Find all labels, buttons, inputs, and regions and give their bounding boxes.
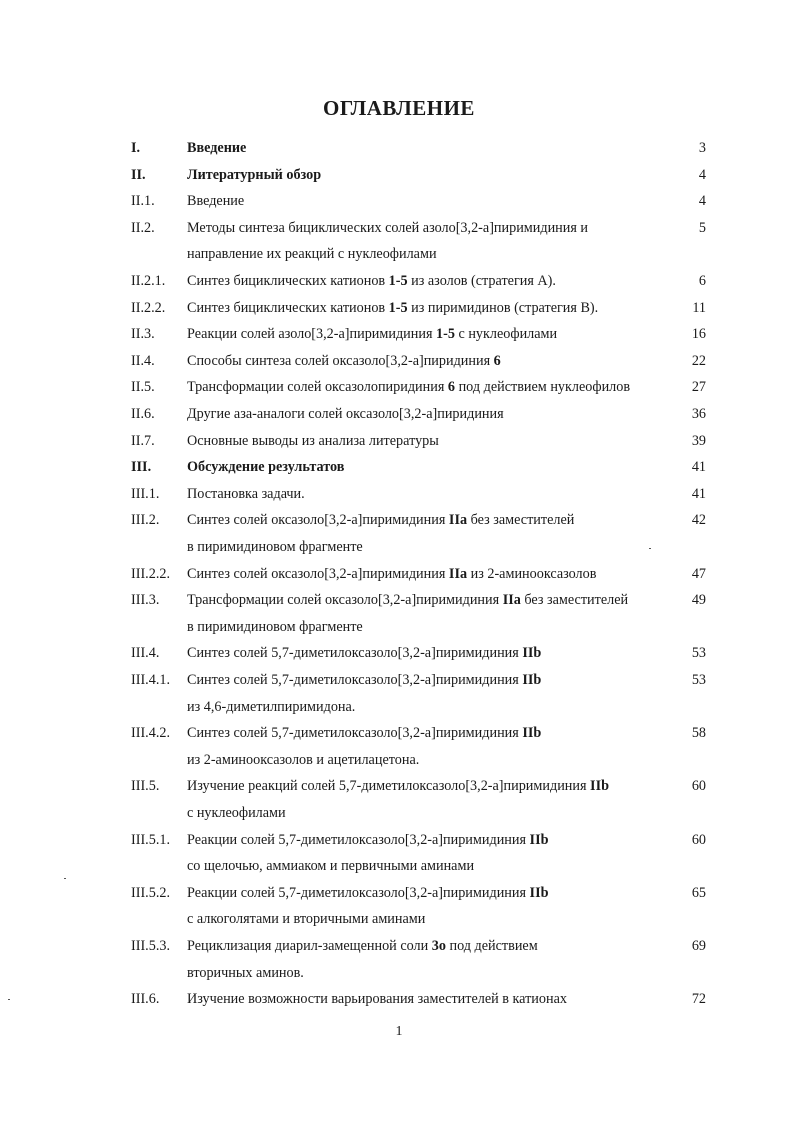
toc-entry-title-part: Реакции солей 5,7-диметилоксазоло[3,2-а]пиримидиния — [187, 884, 530, 901]
toc-entry-title-part: Синтез солей оксазоло[3,2-а]пиримидиния — [187, 512, 449, 529]
toc-entry-continuation — [0, 536, 798, 558]
toc-entry-page: 36 — [691, 406, 706, 422]
toc-entry-title — [187, 243, 437, 265]
toc-entry-page: 65 — [691, 884, 706, 901]
toc-entry-title-part: направление их реакций с нуклеофилами — [187, 246, 437, 263]
toc-entry-title-part: Введение — [187, 193, 245, 210]
toc-entry — [0, 137, 798, 159]
toc-entry-page: 53 — [691, 645, 706, 662]
toc-entry-page: 5 — [698, 219, 706, 236]
toc-entry-title — [187, 190, 244, 212]
toc-entry-title-part: из 2-аминооксазолов — [467, 565, 597, 582]
toc-entry-title-bold-part: IIb — [522, 725, 542, 742]
toc-entry-title — [187, 935, 538, 957]
toc-entry-title-bold-part: IIa — [502, 592, 521, 609]
toc-entry-title — [187, 297, 598, 319]
toc-entry-page: 42 — [691, 512, 706, 529]
toc-entry-title — [187, 749, 419, 771]
scan-speck — [649, 548, 651, 549]
toc-entry-title — [187, 696, 355, 718]
toc-entry-page: 47 — [691, 565, 706, 582]
toc-entry-title-part: Основные выводы из анализа литературы — [187, 432, 439, 449]
toc-entry-continuation — [0, 243, 798, 265]
toc-entry-title-part: со щелочью, аммиаком и первичными аминами — [187, 858, 475, 875]
toc-entry-title-part: с алкоголятами и вторичными аминами — [187, 911, 426, 928]
toc-entry-title — [187, 642, 541, 664]
toc-entry-title-part: с нуклеофилами — [187, 805, 286, 821]
toc-entry-title-part: под действием — [445, 938, 538, 954]
toc-entry-number: III.5.1. — [131, 831, 171, 848]
toc-entry — [0, 509, 798, 531]
toc-entry-title-part: Постановка задачи. — [187, 485, 305, 502]
toc-entry — [0, 217, 798, 239]
toc-entry-title — [187, 483, 305, 505]
toc-entry-page: 4 — [698, 193, 706, 210]
toc-entry-title-part: Способы синтеза солей оксазоло[3,2-а]пиридиния — [187, 352, 494, 369]
toc-entry-page: 11 — [692, 299, 706, 316]
toc-entry-title — [187, 988, 567, 1010]
toc-entry-page: 41 — [691, 459, 706, 476]
toc-entry-title — [187, 430, 439, 452]
toc-entry-title-bold-part: 3o — [431, 938, 446, 954]
toc-entry-title — [187, 323, 557, 345]
toc-entry-title-part: Методы синтеза бициклических солей азоло[3,2-а]пиримидиния и — [187, 219, 589, 236]
toc-entry-continuation — [0, 696, 798, 718]
toc-entry-number: II.2.2. — [131, 299, 166, 316]
toc-entry-page: 27 — [691, 379, 706, 396]
toc-entry-title — [187, 962, 304, 984]
toc-entry-number: II.6. — [131, 406, 155, 422]
toc-entry-title-part: Изучение реакций солей 5,7-диметилоксазоло[3,2-а]пиримидиния — [187, 778, 591, 795]
toc-entry-number: III. — [131, 459, 152, 476]
toc-entry-title-part: Трансформации солей оксазоло[3,2-а]пиримидиния — [187, 592, 503, 609]
toc-entry-title-part: без заместителей — [467, 512, 575, 529]
toc-entry-title — [187, 217, 588, 239]
toc-entry-page: 39 — [691, 432, 706, 449]
toc-entry — [0, 323, 798, 345]
toc-entry-title-part: Синтез солей 5,7-диметилоксазоло[3,2-а]пиримидиния — [187, 672, 523, 688]
toc-entry-page: 22 — [691, 352, 706, 369]
toc-entry-title-bold-part: Обсуждение результатов — [187, 459, 345, 476]
toc-entry-page: 58 — [691, 725, 706, 742]
toc-entry — [0, 456, 798, 478]
toc-entry — [0, 403, 798, 425]
toc-entry — [0, 589, 798, 611]
toc-entry-number: III.5.2. — [131, 884, 171, 901]
toc-entry-title-bold-part: 1-5 — [388, 273, 408, 289]
toc-entry-number: III.5. — [131, 778, 160, 795]
toc-entry — [0, 190, 798, 212]
toc-entry-title-part: под действием нуклеофилов — [455, 379, 631, 396]
toc-entry — [0, 882, 798, 904]
toc-entry-title-part: вторичных аминов. — [187, 964, 304, 981]
toc-entry-title-part: в пиримидиновом фрагменте — [187, 618, 363, 635]
toc-entry-title — [187, 908, 425, 930]
toc-entry-title-part: из 2-аминооксазолов и ацетилацетона. — [187, 751, 420, 768]
toc-entry-number: III.5.3. — [131, 938, 171, 954]
toc-entry-title — [187, 669, 541, 691]
toc-entry-continuation — [0, 908, 798, 930]
toc-entry-title-part: из 4,6-диметилпиримидона. — [187, 698, 356, 715]
toc-entry-number: II.7. — [131, 432, 155, 449]
toc-entry-number: III.2.2. — [131, 565, 171, 582]
scan-speck — [64, 878, 66, 879]
toc-entry-title-part: Синтез солей 5,7-диметилоксазоло[3,2-а]пиримидиния — [187, 725, 523, 742]
toc-entry-number: II.4. — [131, 352, 155, 369]
toc-entry-title-part: Реакции солей азоло[3,2-а]пиримидиния — [187, 326, 437, 343]
toc-entry — [0, 642, 798, 664]
toc-entry-number: II.1. — [131, 193, 155, 210]
toc-entry-title — [187, 855, 474, 877]
toc-entry-title-bold-part: IIa — [448, 565, 468, 582]
toc-entry-number: II.2. — [131, 219, 155, 236]
toc-entry-title-part: в пиримидиновом фрагменте — [187, 539, 363, 555]
toc-entry-title-part: Реакции солей 5,7-диметилоксазоло[3,2-а]пиримидиния — [187, 831, 530, 848]
toc-entry-page: 60 — [691, 831, 706, 848]
toc-entry — [0, 775, 798, 797]
toc-entry-number: III.1. — [131, 485, 160, 502]
toc-entry-title — [187, 536, 363, 558]
toc-entry-title — [187, 802, 286, 824]
toc-entry-page: 16 — [691, 326, 706, 343]
toc-entry-title — [187, 589, 628, 611]
toc-entry-title-part: с нуклеофилами — [454, 326, 558, 343]
toc-entry-title — [187, 137, 246, 159]
toc-entry — [0, 669, 798, 691]
toc-entry-title-part: Изучение возможности варьирования заместителей в катионах — [187, 991, 567, 1008]
toc-entry-title — [187, 509, 574, 531]
toc-entry-title — [187, 270, 556, 292]
toc-entry-title — [187, 616, 363, 638]
toc-entry-number: III.2. — [131, 512, 160, 529]
toc-entry-title-part: из пиримидинов (стратегия В). — [407, 299, 599, 316]
toc-entry-title-part: Рециклизация диарил-замещенной соли — [187, 938, 432, 954]
toc-entry-title-bold-part: IIb — [522, 672, 542, 688]
toc-entry-number: III.3. — [131, 592, 160, 609]
toc-entry-continuation — [0, 616, 798, 638]
toc-entry-number: III.4.1. — [131, 672, 171, 688]
toc-entry-number: III.4. — [131, 645, 160, 662]
page-title: ОГЛАВЛЕНИЕ — [323, 96, 475, 120]
toc-entry-title-bold-part: IIa — [448, 512, 468, 529]
toc-entry-title-part: Синтез бициклических катионов — [187, 273, 389, 289]
toc-entry-title — [187, 722, 541, 744]
toc-entry-page: 4 — [698, 166, 706, 183]
toc-entry-number: II.3. — [131, 326, 155, 343]
toc-entry-page: 3 — [698, 140, 706, 156]
page-number: 1 — [395, 1024, 403, 1039]
toc-entry-title-bold-part: IIb — [590, 778, 609, 795]
toc-entry — [0, 722, 798, 744]
toc-entry-number: II. — [131, 166, 146, 183]
toc-entry-continuation — [0, 962, 798, 984]
toc-entry — [0, 270, 798, 292]
toc-entry-page: 53 — [691, 672, 706, 688]
toc-entry-title-part: без заместителей — [520, 592, 629, 609]
toc-entry-title-bold-part: Литературный обзор — [187, 166, 322, 183]
toc-entry-title-bold-part: Введение — [187, 140, 247, 156]
toc-entry-number: II.2.1. — [131, 273, 166, 289]
toc-entry — [0, 376, 798, 398]
toc-entry-title-part: Синтез солей 5,7-диметилоксазоло[3,2-а]пиримидиния — [187, 645, 523, 662]
toc-entry-title — [187, 882, 548, 904]
toc-entry-continuation — [0, 749, 798, 771]
toc-entry — [0, 297, 798, 319]
toc-entry-title-bold-part: 6 — [493, 352, 501, 369]
toc-entry-title-bold-part: IIb — [529, 831, 549, 848]
toc-entry-title-part: Трансформации солей оксазолопиридиния — [187, 379, 448, 396]
scan-speck — [8, 999, 10, 1000]
toc-entry-title — [187, 376, 630, 398]
toc-entry-title-bold-part: 6 — [447, 379, 456, 396]
toc-entry-title-bold-part: 1-5 — [436, 326, 455, 343]
toc-entry — [0, 483, 798, 505]
toc-entry — [0, 350, 798, 372]
toc-entry-page: 49 — [691, 592, 706, 609]
toc-entry-number: I. — [131, 140, 141, 156]
toc-entry — [0, 988, 798, 1010]
toc-entry — [0, 430, 798, 452]
toc-entry-title-bold-part: IIb — [529, 884, 549, 901]
toc-entry — [0, 935, 798, 957]
toc-entry-number: III.4.2. — [131, 725, 171, 742]
toc-entry-page: 41 — [691, 485, 706, 502]
toc-entry-number: III.6. — [131, 991, 160, 1008]
toc-entry-title — [187, 563, 596, 585]
toc-entry-page: 60 — [691, 778, 706, 795]
toc-entry-number: II.5. — [131, 379, 155, 396]
toc-entry-title — [187, 775, 609, 797]
toc-entry-title-bold-part: 1-5 — [388, 299, 408, 316]
toc-entry-continuation — [0, 855, 798, 877]
toc-entry-continuation — [0, 802, 798, 824]
toc-entry-page: 69 — [691, 938, 706, 954]
toc-entry-title-part: Синтез солей оксазоло[3,2-а]пиримидиния — [187, 565, 449, 582]
toc-entry-title — [187, 350, 501, 372]
toc-entry-title — [187, 164, 321, 186]
toc-entry-title-part: Другие аза-аналоги солей оксазоло[3,2-а]пиридиния — [187, 406, 504, 422]
toc-entry-title-bold-part: IIb — [522, 645, 542, 662]
toc-entry — [0, 164, 798, 186]
toc-entry-title — [187, 456, 344, 478]
toc-entry — [0, 829, 798, 851]
toc-entry-page: 6 — [698, 273, 706, 289]
toc-entry-title — [187, 403, 504, 425]
toc-entry-title-part: из азолов (стратегия А). — [407, 273, 556, 289]
toc-entry-title — [187, 829, 548, 851]
toc-entry — [0, 563, 798, 585]
toc-entry-page: 72 — [691, 991, 706, 1008]
toc-entry-title-part: Синтез бициклических катионов — [187, 299, 389, 316]
